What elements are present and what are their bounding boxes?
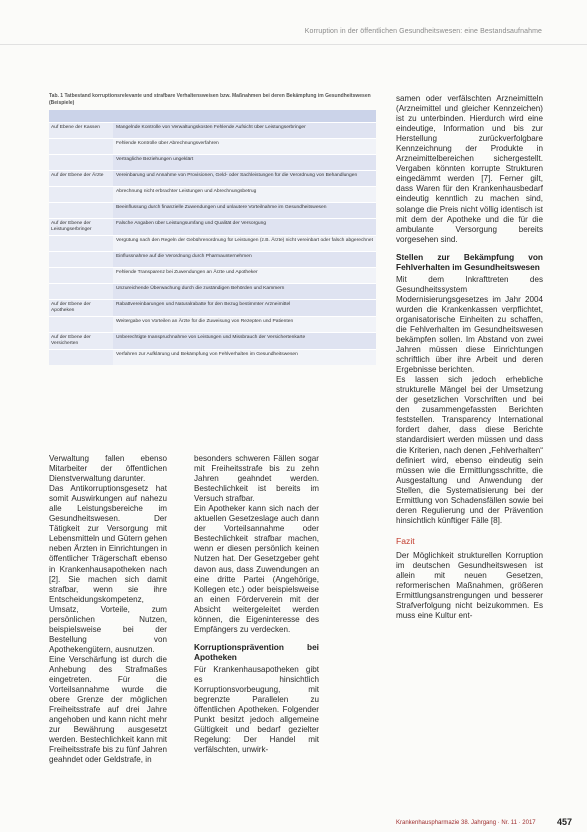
text-column-2 xyxy=(194,454,319,755)
page-footer xyxy=(396,817,576,829)
table-row xyxy=(49,154,376,170)
table-cell-category xyxy=(49,155,113,170)
table-cell-text: Abrechnung nicht erbrachter Leistungen und Abrechnungsbetrug xyxy=(113,187,376,202)
table-cell-category: Auf Ebene der Kassen xyxy=(49,123,113,138)
header-divider xyxy=(0,44,587,45)
table-cell-category xyxy=(49,268,113,283)
table-cell-text: Vergütung nach den Regeln der Gebührenordnung für Leistungen (z.B. Ärzte) nicht vereinbart oder falsch abgerechnet xyxy=(113,236,376,251)
paragraph: Der Möglichkeit strukturellen Korruption im deutschen Gesundheitswesen ist allein mit neuen Gesetzen, reformerischen Maßnahmen, größeren Ermittlungsanstrengungen und besserer Strafverfolgung nicht beizukommen. Es muss eine Kultur ent- xyxy=(396,550,543,621)
table-1 xyxy=(49,93,376,447)
table-cell-text: Rabattvereinbarungen und Naturalrabatte für den Bezug bestimmter Arzneimittel xyxy=(113,300,376,316)
table-row xyxy=(49,122,376,138)
table-caption: Tab. 1 Tatbestand korruptionsrelevante und strafbare Verhaltensweisen bzw. Maßnahmen bei deren Bekämpfung im Gesundheitswesen (Beispiele) xyxy=(49,93,371,106)
table-cell-text: Einflussnahme auf die Verordnung durch Pharmaunternehmen xyxy=(113,252,376,267)
table-row xyxy=(49,251,376,267)
table-cell-category xyxy=(49,236,113,251)
table-cell-text: Mangelnde Kontrolle von Verwaltungskosten Fehlende Aufsicht über Leistungserbringer xyxy=(113,123,376,138)
table-row xyxy=(49,316,376,332)
table-cell-text: Unzureichende Überwachung durch die zuständigen Behörden und Kammern xyxy=(113,284,376,299)
table-cell-category xyxy=(49,139,113,154)
paragraph: Für Krankenhausapotheken gibt es hinsichtlich Korruptionsvorbeugung, mit begrenzte Parallelen zu öffentlichen Apotheken. Folgender Punkt besitzt jedoch allgemeine Gültigkeit und bedarf gezielter Regelung: Der Handel mit verfälschten, unwirk- xyxy=(194,664,319,755)
table-row xyxy=(49,186,376,202)
paragraph: Eine Verschärfung ist durch die Anhebung des Strafmaßes eingetreten. Für die Vorteilsannahme wurde die obere Grenze der möglichen Freiheitsstrafe auf drei Jahre angehoben und kann nicht mehr zur Bewährung ausgesetzt werden. Bestechlichkeit kann mit Freiheitsstrafe bis zu fünf Jahren geahndet oder Geldstrafe, in xyxy=(49,654,167,765)
paragraph: Es lassen sich jedoch erhebliche strukturelle Mängel bei der Umsetzung der gesetzlichen Vorschriften und bei den zusammengefassten Berichten feststellen. Transparency International fordert daher, dass diese Berichte standardisiert werden müssen und dass die Kriterien, nach denen „Fehlverhalten“ definiert wird, ebenso eindeutig sein müssen wie die Ermittlungsschritte, die Ausgestaltung und Anwendung der Stellen, die Systematisierung bei der Ermittlung von Schadensfällen sowie bei deren Regulierung und der Prävention hinsichtlich künftiger Fälle [8]. xyxy=(396,375,543,525)
table-cell-category xyxy=(49,187,113,202)
section-heading-fazit: Fazit xyxy=(396,535,415,546)
table-cell-category xyxy=(49,317,113,332)
table-cell-category: Auf der Ebene der Ärzte xyxy=(49,171,113,186)
table-cell-text: Verfahren zur Aufklärung und Bekämpfung von Fehlverhalten im Gesundheitswesen xyxy=(113,350,376,365)
table-cell-text: Vereinbarung und Annahme von Provisionen, Geld- oder Sachleistungen für die Verordnung von Behandlungen xyxy=(113,171,376,186)
table-cell-text: Fehlende Kontrolle über Abrechnungsverfahren xyxy=(113,139,376,154)
table-cell-category xyxy=(49,284,113,299)
table-row xyxy=(49,218,376,235)
table-cell-text: Vertragliche Beziehungen ungeklärt xyxy=(113,155,376,170)
table-row xyxy=(49,138,376,154)
paragraph: besonders schweren Fällen sogar mit Freiheitsstrafe bis zu zehn Jahren geahndet werden. Bestechlichkeit ist bereits im Versuch strafbar. xyxy=(194,454,319,504)
table-row xyxy=(49,332,376,349)
paragraph: Das Antikorruptionsgesetz hat somit Auswirkungen auf nahezu alle Leistungsbereiche im Gesundheitswesen. Der Tätigkeit zur Versorgung mit Lebensmitteln und Gütern gehen neben Ärzten in Einrichtungen in öffentlicher Trägerschaft ebenso in Krankenhausapotheken nach [2]. Sie machen sich damit strafbar, wenn sie ihre Entscheidungskompetenz, Umsatz, Vorteile, zum persönlichen Nutzen, beispielsweise bei der Bestellung von Apothekengütern, ausnutzen. xyxy=(49,484,167,654)
table-cell-category xyxy=(49,203,113,218)
table-cell-text: Falsche Angaben über Leistungsumfang und Qualität der Versorgung xyxy=(113,219,376,235)
table-row xyxy=(49,235,376,251)
table-cell-category: Auf der Ebene der Leistungserbringer xyxy=(49,219,113,235)
table-cell-category: Auf der Ebene der Versicherten xyxy=(49,333,113,349)
table-row xyxy=(49,283,376,299)
table-cell-text: Beeinflussung durch finanzielle Zuwendungen und unlautere Vorteilnahme im Gesundheitswesen xyxy=(113,203,376,218)
paragraph: Mit dem Inkrafttreten des Gesundheitssystem Modernisierungsgesetzes im Jahr 2004 wurden die Krankenkassen verpflichtet, organisatorische Einheiten zu schaffen, die Fehlverhalten im Gesundheitswesen bekämpfen sollen. Im Abstand von zwei Jahren müssen diese Einrichtungen schriftlich über ihre Arbeit und deren Ergebnisse berichten. xyxy=(396,274,543,375)
page-number: 457 xyxy=(557,817,573,827)
section-heading-apotheken: Korruptionsprävention bei Apotheken xyxy=(194,641,319,662)
paragraph: samen oder verfälschten Arzneimitteln (Arzneimittel und gleicher Kennzeichen) ist zu unterbinden. Hierdurch wird eine eindeutige, Information und bis zur Herstellung zurückverfolgbare Kennzeichnung der Produkte in Arzneimittelbereichen sichergestellt. Vergaben könnten korrupte Strukturen eingedämmt werden [7]. Ferner gilt, dass Waren für den Krankenhausbedarf eindeutig kenntlich zu machen sind, solange die Preis nicht völlig identisch ist mit dem der Apotheke und die für die ambulante Versorgung bereits vorgesehen sind. xyxy=(396,94,543,244)
text-column-3 xyxy=(396,94,543,621)
running-head-title: Korruption in der öffentlichen Gesundheitswesen: eine Bestandsaufnahme xyxy=(304,28,542,35)
journal-citation: Krankenhauspharmazie 38. Jahrgang · Nr. 11 · 2017 xyxy=(396,820,536,826)
paragraph: Ein Apotheker kann sich nach der aktuellen Gesetzeslage auch dann der Vorteilsannahme oder Bestechlichkeit strafbar machen, wenn er diesen persönlich keinen Nutzen hat. Der Gesetzgeber geht davon aus, dass Zuwendungen an eine dritte Partei (Angehörige, Kollegen etc.) oder beispielsweise an einen Förderverein mit der Absicht weitergeleitet werden können, die Eigeninteresse des Empfängers zu verdecken. xyxy=(194,504,319,634)
paragraph: Verwaltung fallen ebenso Mitarbeiter der öffentlichen Dienstverwaltung darunter. xyxy=(49,454,167,484)
table-row xyxy=(49,299,376,316)
table-row xyxy=(49,202,376,218)
table-cell-text: Fehlende Transparenz bei Zuwendungen an Ärzte und Apotheker xyxy=(113,268,376,283)
table-cell-category xyxy=(49,350,113,365)
table-row xyxy=(49,170,376,186)
table-cell-category: Auf der Ebene der Apotheken xyxy=(49,300,113,316)
table-header xyxy=(49,110,376,122)
table-cell-text: Weitergabe von Vorteilen an Ärzte für die Zuweisung von Rezepten und Patienten xyxy=(113,317,376,332)
running-head xyxy=(0,0,587,46)
table-cell-text: Unberechtigte Inanspruchnahme von Leistungen und Missbrauch der Versichertenkarte xyxy=(113,333,376,349)
section-heading-fehlverhalten: Stellen zur Bekämpfung von Fehlverhalten im Gesundheitswesen xyxy=(396,251,543,272)
table-row xyxy=(49,267,376,283)
table-body xyxy=(49,122,376,365)
table-cell-category xyxy=(49,252,113,267)
text-column-1 xyxy=(49,454,167,765)
table-row xyxy=(49,349,376,365)
